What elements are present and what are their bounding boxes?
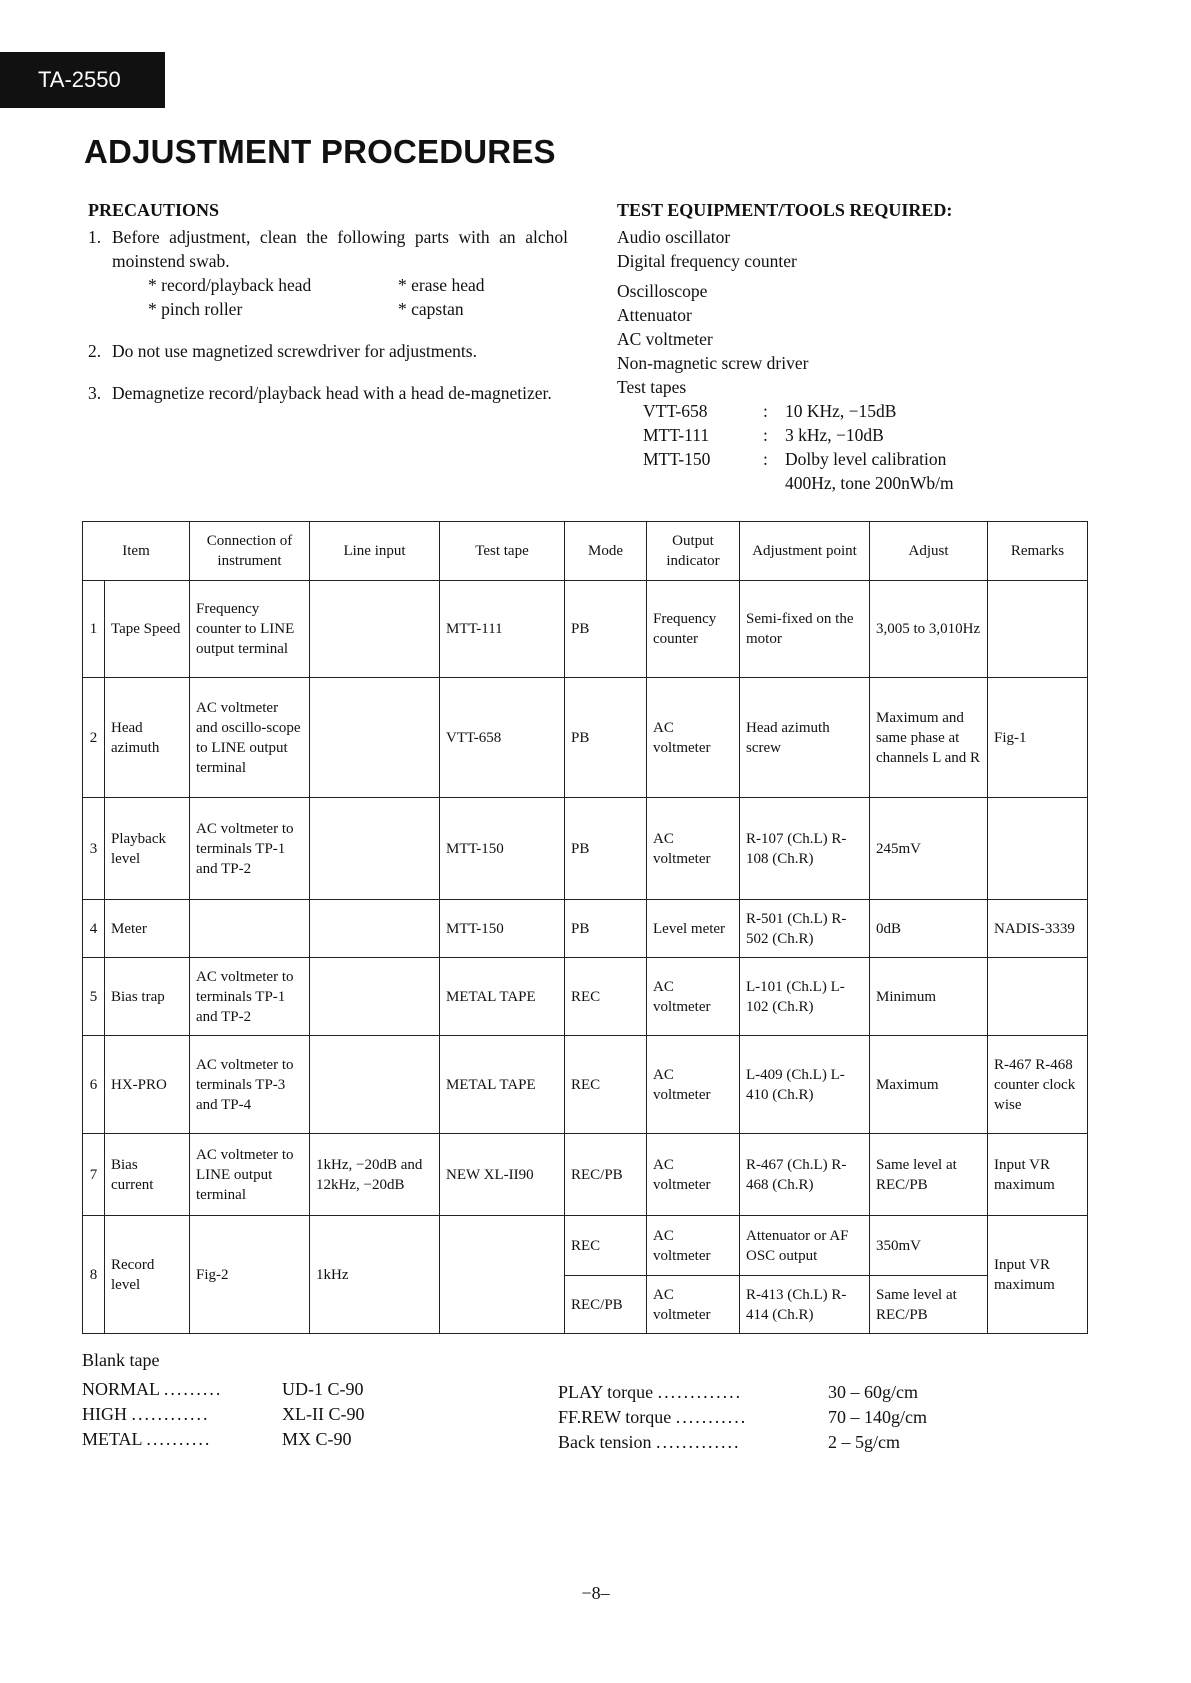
equipment-item: Attenuator: [617, 305, 692, 325]
item-cell: Bias current: [105, 1134, 190, 1216]
tape-name: MTT-150: [643, 449, 711, 469]
adjust-cell: 0dB: [870, 900, 988, 958]
table-row: [83, 678, 1088, 798]
leader-dots: ..........: [146, 1429, 212, 1449]
test-tape-row: [643, 471, 1037, 495]
test-tape-cell: MTT-150: [440, 798, 565, 900]
output-cell: Frequency counter: [647, 581, 740, 678]
spec-label: HIGH: [82, 1404, 127, 1424]
spec-value: 30 – 60g/cm: [828, 1382, 918, 1402]
mode-cell: PB: [565, 678, 647, 798]
table-header-row: [83, 522, 1088, 581]
item-text: Demagnetize record/playback head with a head de-magnetizer.: [112, 383, 552, 403]
table-row: [83, 958, 1088, 1036]
test-tape-cell: [440, 1216, 565, 1334]
adjustment-point-cell: L-409 (Ch.L) L-410 (Ch.R): [740, 1036, 870, 1134]
adjust-cell: Same level at REC/PB: [870, 1276, 988, 1334]
test-tapes-list: [643, 399, 1037, 495]
header-cell: Item: [83, 522, 190, 581]
equipment-list: [617, 225, 1037, 399]
adjustment-table: [82, 521, 1088, 1334]
torque-row: [558, 1405, 968, 1430]
torque-row: [558, 1380, 968, 1405]
item-number: 1.: [88, 227, 102, 247]
precautions-section: [88, 200, 568, 405]
item-text: Do not use magnetized screwdriver for adjustments.: [112, 341, 477, 361]
connection-cell: AC voltmeter to terminals TP-1 and TP-2: [190, 958, 310, 1036]
item-cell: Tape Speed: [105, 581, 190, 678]
table-row: [83, 1134, 1088, 1216]
spec-label: METAL: [82, 1429, 142, 1449]
page-title: ADJUSTMENT PROCEDURES: [84, 133, 556, 170]
test-tape-row: [643, 447, 1037, 471]
page-number: −8–: [581, 1583, 610, 1603]
table-row: [83, 1036, 1088, 1134]
spec-value: 70 – 140g/cm: [828, 1407, 927, 1427]
equipment-item: Audio oscillator: [617, 227, 731, 247]
test-tape-row: [643, 399, 1037, 423]
item-number: 3.: [88, 383, 102, 403]
remarks-cell: [988, 581, 1088, 678]
connection-cell: AC voltmeter to terminals TP-1 and TP-2: [190, 798, 310, 900]
mode-cell: REC/PB: [565, 1276, 647, 1334]
tape-sep: :: [763, 449, 768, 469]
item-cell: Head azimuth: [105, 678, 190, 798]
spec-value: MX C-90: [282, 1429, 352, 1449]
table-row: [83, 798, 1088, 900]
tape-sep: :: [763, 425, 768, 445]
output-cell: AC voltmeter: [647, 958, 740, 1036]
output-cell: AC voltmeter: [647, 798, 740, 900]
output-cell: AC voltmeter: [647, 678, 740, 798]
blank-tape-row: [82, 1377, 422, 1402]
adjust-cell: 350mV: [870, 1216, 988, 1276]
item-number: 2.: [88, 341, 102, 361]
tape-desc: Dolby level calibration: [785, 449, 947, 469]
remarks-cell: Input VR maximum: [988, 1216, 1088, 1334]
adjustment-point-cell: R-413 (Ch.L) R-414 (Ch.R): [740, 1276, 870, 1334]
equipment-item: Test tapes: [617, 377, 687, 397]
test-tape-cell: METAL TAPE: [440, 958, 565, 1036]
connection-cell: Frequency counter to LINE output terminal: [190, 581, 310, 678]
output-cell: AC voltmeter: [647, 1134, 740, 1216]
adjust-cell: 3,005 to 3,010Hz: [870, 581, 988, 678]
test-tape-cell: METAL TAPE: [440, 1036, 565, 1134]
output-cell: AC voltmeter: [647, 1216, 740, 1276]
header-cell: Test tape: [440, 522, 565, 581]
line-input-cell: [310, 678, 440, 798]
header-cell: Mode: [565, 522, 647, 581]
row-number: 5: [83, 958, 105, 1036]
mode-cell: PB: [565, 798, 647, 900]
line-input-cell: 1kHz, −20dB and 12kHz, −20dB: [310, 1134, 440, 1216]
part-item: * record/playback head: [148, 275, 312, 295]
tape-note: 400Hz, tone 200nWb/m: [785, 473, 954, 493]
part-item: * capstan: [398, 299, 464, 319]
mode-cell: REC: [565, 958, 647, 1036]
row-number: 6: [83, 1036, 105, 1134]
remarks-cell: Input VR maximum: [988, 1134, 1088, 1216]
connection-cell: AC voltmeter and oscillo-scope to LINE output terminal: [190, 678, 310, 798]
spec-label: Back tension: [558, 1432, 652, 1452]
header-cell: Adjustment point: [740, 522, 870, 581]
spec-label: NORMAL: [82, 1379, 160, 1399]
spec-value: UD-1 C-90: [282, 1379, 364, 1399]
leader-dots: .............: [657, 1382, 743, 1402]
row-number: 2: [83, 678, 105, 798]
precaution-item: [88, 381, 568, 405]
equipment-item: Non-magnetic screw driver: [617, 353, 809, 373]
precaution-item: [88, 339, 568, 363]
spec-value: XL-II C-90: [282, 1404, 365, 1424]
line-input-cell: 1kHz: [310, 1216, 440, 1334]
row-number: 3: [83, 798, 105, 900]
precaution-item: [88, 225, 568, 273]
spec-value: 2 – 5g/cm: [828, 1432, 900, 1452]
part-item: * pinch roller: [148, 299, 243, 319]
remarks-cell: Fig-1: [988, 678, 1088, 798]
remarks-cell: R-467 R-468 counter clock wise: [988, 1036, 1088, 1134]
row-number: 7: [83, 1134, 105, 1216]
item-cell: Playback level: [105, 798, 190, 900]
spec-label: PLAY torque: [558, 1382, 654, 1402]
row-number: 4: [83, 900, 105, 958]
blank-tape-row: [82, 1402, 422, 1427]
test-tape-cell: NEW XL-II90: [440, 1134, 565, 1216]
mode-cell: REC: [565, 1036, 647, 1134]
adjust-cell: Maximum and same phase at channels L and R: [870, 678, 988, 798]
remarks-cell: [988, 798, 1088, 900]
header-cell: Output indicator: [647, 522, 740, 581]
adjustment-point-cell: L-101 (Ch.L) L-102 (Ch.R): [740, 958, 870, 1036]
row-number: 8: [83, 1216, 105, 1334]
tape-desc: 3 kHz, −10dB: [785, 425, 884, 445]
output-cell: Level meter: [647, 900, 740, 958]
test-tape-row: [643, 423, 1037, 447]
blank-tape-section: [82, 1348, 422, 1452]
item-cell: Meter: [105, 900, 190, 958]
torque-section: [558, 1380, 968, 1455]
tape-name: VTT-658: [643, 401, 708, 421]
blank-tape-row: [82, 1427, 422, 1452]
mode-cell: PB: [565, 900, 647, 958]
table-row: [83, 581, 1088, 678]
mode-cell: REC: [565, 1216, 647, 1276]
blank-tape-heading: Blank tape: [82, 1350, 160, 1370]
mode-cell: REC/PB: [565, 1134, 647, 1216]
equipment-item: AC voltmeter: [617, 329, 713, 349]
adjustment-point-cell: R-467 (Ch.L) R-468 (Ch.R): [740, 1134, 870, 1216]
header-cell: Line input: [310, 522, 440, 581]
line-input-cell: [310, 1036, 440, 1134]
connection-cell: AC voltmeter to terminals TP-3 and TP-4: [190, 1036, 310, 1134]
table-row: [83, 1216, 1088, 1276]
equipment-item: Digital frequency counter: [617, 251, 797, 271]
torque-row: [558, 1430, 968, 1455]
model-tab: TA-2550: [0, 52, 165, 108]
equipment-section: [617, 200, 1037, 495]
item-text: Before adjustment, clean the following parts with an alchol moinstend swab.: [112, 227, 568, 271]
adjust-cell: Same level at REC/PB: [870, 1134, 988, 1216]
line-input-cell: [310, 581, 440, 678]
header-cell: Connection of instrument: [190, 522, 310, 581]
leader-dots: ...........: [675, 1407, 748, 1427]
leader-dots: .............: [655, 1432, 741, 1452]
output-cell: AC voltmeter: [647, 1036, 740, 1134]
adjust-cell: Minimum: [870, 958, 988, 1036]
tape-desc: 10 KHz, −15dB: [785, 401, 897, 421]
connection-cell: AC voltmeter to LINE output terminal: [190, 1134, 310, 1216]
connection-cell: [190, 900, 310, 958]
equipment-heading: TEST EQUIPMENT/TOOLS REQUIRED:: [617, 200, 953, 220]
line-input-cell: [310, 958, 440, 1036]
tape-name: MTT-111: [643, 425, 710, 445]
mode-cell: PB: [565, 581, 647, 678]
item-cell: Record level: [105, 1216, 190, 1334]
remarks-cell: [988, 958, 1088, 1036]
adjustment-point-cell: Attenuator or AF OSC output: [740, 1216, 870, 1276]
connection-cell: Fig-2: [190, 1216, 310, 1334]
test-tape-cell: MTT-111: [440, 581, 565, 678]
output-cell: AC voltmeter: [647, 1276, 740, 1334]
leader-dots: .........: [163, 1379, 223, 1399]
equipment-item: Oscilloscope: [617, 281, 708, 301]
header-cell: Adjust: [870, 522, 988, 581]
adjustment-point-cell: Semi-fixed on the motor: [740, 581, 870, 678]
adjust-cell: 245mV: [870, 798, 988, 900]
line-input-cell: [310, 798, 440, 900]
adjustment-point-cell: Head azimuth screw: [740, 678, 870, 798]
adjust-cell: Maximum: [870, 1036, 988, 1134]
tape-sep: :: [763, 401, 768, 421]
item-cell: HX-PRO: [105, 1036, 190, 1134]
header-cell: Remarks: [988, 522, 1088, 581]
adjustment-point-cell: R-501 (Ch.L) R-502 (Ch.R): [740, 900, 870, 958]
table-row: [83, 900, 1088, 958]
part-item: * erase head: [398, 275, 485, 295]
parts-list: [148, 273, 568, 321]
item-cell: Bias trap: [105, 958, 190, 1036]
leader-dots: ............: [131, 1404, 210, 1424]
precautions-heading: PRECAUTIONS: [88, 200, 220, 220]
test-tape-cell: VTT-658: [440, 678, 565, 798]
adjustment-point-cell: R-107 (Ch.L) R-108 (Ch.R): [740, 798, 870, 900]
line-input-cell: [310, 900, 440, 958]
row-number: 1: [83, 581, 105, 678]
test-tape-cell: MTT-150: [440, 900, 565, 958]
remarks-cell: NADIS-3339: [988, 900, 1088, 958]
spec-label: FF.REW torque: [558, 1407, 672, 1427]
